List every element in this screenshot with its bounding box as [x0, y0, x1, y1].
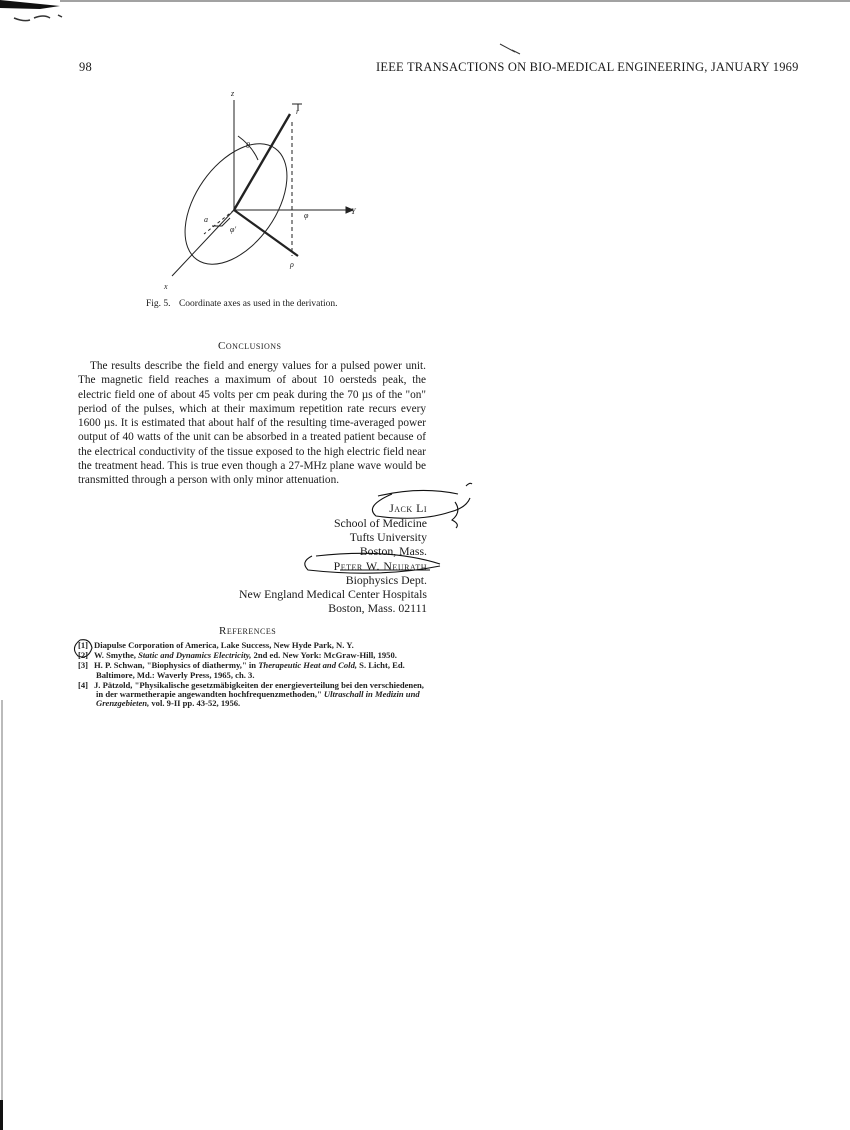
phi-prime-label: φ' [230, 225, 237, 234]
axis-z-label: z [231, 89, 235, 98]
conclusions-body [78, 359, 426, 488]
author-jack-li: Jack Li [389, 501, 427, 515]
reference-number: [3] [78, 660, 89, 671]
author-peter-neurath: Peter W. Neurath [333, 559, 427, 573]
conclusions-heading: Conclusions [218, 340, 282, 352]
figure-caption-label: Fig. 5. [146, 299, 171, 309]
reference-title: Therapeutic Heat and Cold, [258, 660, 358, 671]
reference-title: Ultraschall in Medizin und Grenzgebieten, [96, 689, 420, 709]
rho-label: ρ [290, 260, 294, 269]
ellipse [164, 125, 308, 282]
theta-label: θ [246, 141, 250, 150]
reference-author: J. Pätzold, "Physikalische gesetzmäbigkeiten der energieverteilung bei den verschiedenen, in der warmetherapie angewandten hochfrequenzmethoden," [94, 679, 424, 700]
x-axis [172, 210, 237, 276]
reference-author: W. Smythe, [94, 650, 139, 661]
axis-y-label: Y [351, 207, 356, 216]
phi-dot-label: φ [304, 211, 309, 220]
affil2-line2: New England Medical Center Hospitals [238, 587, 427, 601]
reference-number: [4] [78, 679, 89, 690]
reference-4 [78, 681, 428, 709]
reference-publisher: 2nd ed. New York: McGraw-Hill, 1950. [251, 650, 397, 661]
figure-caption-text: Coordinate axes as used in the derivation. [178, 299, 338, 309]
reference-author: H. P. Schwan, "Biophysics of diathermy," in [94, 660, 259, 671]
affil1-line2: Tufts University [349, 530, 427, 544]
page-number: 98 [79, 60, 92, 74]
reference-number: [1] [78, 640, 89, 650]
reference-publisher: S. Licht, Ed. Baltimore, Md.: Waverly Press, 1965, ch. 3. [96, 660, 405, 680]
affil1-line3: Boston, Mass. [359, 544, 427, 558]
reference-number: [2] [78, 650, 89, 661]
coordinate-axes-figure [140, 84, 380, 294]
reference-text: Diapulse Corporation of America, Lake Success, New Hyde Park, N. Y. [94, 640, 354, 650]
rho-line [234, 210, 298, 256]
affil1-line1: School of Medicine [333, 516, 427, 530]
reference-3 [78, 661, 428, 679]
figure-caption [146, 299, 338, 309]
a-label: a [204, 215, 208, 224]
reference-publisher: vol. 9-II pp. 43-52, 1956. [149, 698, 241, 709]
reference-title: Static and Dynamics Electricity, [138, 650, 252, 661]
affil2-line1: Biophysics Dept. [345, 573, 427, 587]
axis-x-label: x [164, 282, 168, 291]
reference-1 [78, 641, 428, 650]
journal-header: IEEE TRANSACTIONS ON BIO-MEDICAL ENGINEERING, JANUARY 1969 [376, 60, 799, 74]
references-heading: References [219, 625, 277, 637]
conclusions-paragraph: The results describe the field and energy values for a pulsed power unit. The magnetic field reaches a maximum of about 10 oersteds peak, the electric field one of about 45 volts per cm peak during the 70 µs of the "on" period of the pulses, which at their maximum repetition rate recurs every 1600 µs. It is estimated that about half of the resulting time-averaged power output of 40 watts of the unit can be absorbed in a treated patient because of the electrical conductivity of the tissue exposed to the high electric field near the treatment head. This is true even though a 27-MHz plane wave would be transmitted through a person with only minor attenuation. [78, 360, 426, 487]
r-vector [234, 114, 290, 210]
references-list [78, 641, 428, 709]
r-label: r [296, 107, 300, 116]
affil2-line3: Boston, Mass. 02111 [328, 601, 427, 615]
reference-2 [78, 651, 428, 660]
